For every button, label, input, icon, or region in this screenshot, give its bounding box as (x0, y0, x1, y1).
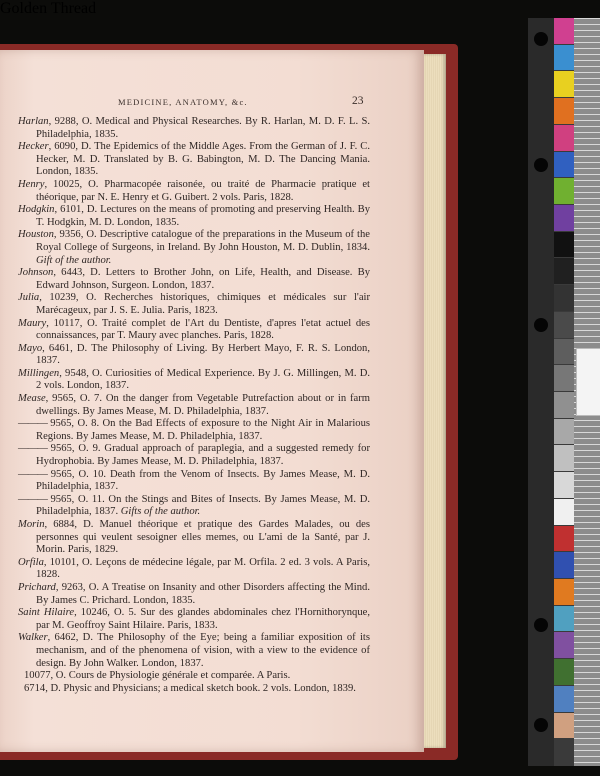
colour-swatch (554, 419, 574, 445)
ruler-hole (534, 32, 548, 46)
page-number: 23 (352, 95, 364, 107)
catalogue-entry (18, 519, 370, 557)
entry-author: ——— (18, 468, 47, 480)
ruler-hole (534, 618, 548, 632)
colour-checker-ruler (528, 18, 600, 766)
catalogue-entry (18, 494, 370, 519)
entry-text: , 9356, O. Descriptive catalogue of the preparations in the Museum of the Royal College of Surgeons, in Ireland. By John Houston, M. D. Dublin, 1834. (36, 229, 370, 253)
colour-swatch (554, 312, 574, 338)
entry-author: Millingen (18, 367, 60, 379)
entry-author: Hodgkin (18, 204, 55, 216)
colour-swatch (554, 205, 574, 231)
colour-swatch (554, 472, 574, 498)
colour-swatch (554, 365, 574, 391)
ruler-holes (528, 18, 554, 766)
running-head-title: MEDICINE, ANATOMY, &c. (118, 97, 248, 107)
entry-text: 9565, O. 9. Gradual approach of paraplegia, and a suggested remedy for Hydrophobia. By James Mease, M. D. Philadelphia, 1837. (36, 443, 370, 468)
entry-author: ——— (18, 418, 47, 430)
colour-swatch (554, 258, 574, 284)
colour-swatch (554, 392, 574, 418)
running-head (0, 97, 400, 111)
ruler-hole (534, 158, 548, 172)
entry-text: , 6461, D. The Philosophy of Living. By Herbert Mayo, F. R. S. London, 1837. (36, 342, 370, 367)
entry-author: Mease (18, 393, 46, 405)
entry-text: , 9565, O. 7. On the danger from Vegetable Putrefaction about or in farm dwellings. By James Mease, M. D. Philadelphia, 1837. (36, 393, 370, 417)
entry-text: , 10239, O. Recherches historiques, chimiques et médicales sur l'air Marécageux, par J. S. E. Julia. Paris, 1823. (36, 292, 370, 316)
colour-swatch (554, 18, 574, 44)
ruler-hole (534, 718, 548, 732)
catalogue-entry (18, 632, 370, 670)
entry-gift-note: Gift of the author. (36, 254, 112, 266)
entry-text: , 10117, O. Traité complet de l'Art du Dentiste, d'apres l'etat actuel des connaissances, par T. Maury avec planches. Paris, 1828. (36, 317, 370, 342)
colour-swatch (554, 178, 574, 204)
entry-text: , 6462, D. The Philosophy of the Eye; being a familiar exposition of its mechanism, and of the phenomena of vision, with a view to the evidence of design. By John Walker. London, 1837. (36, 632, 370, 669)
colour-swatch (554, 339, 574, 365)
catalogue-entry (18, 292, 370, 317)
entry-author: ——— (18, 493, 47, 505)
ruler-brand-label: Golden Thread (0, 0, 97, 17)
catalogue-entry (18, 229, 370, 267)
entry-author: ——— (18, 443, 47, 455)
catalogue-entry (18, 418, 370, 443)
entry-author: Houston (18, 229, 54, 241)
entry-author: Mayo (18, 342, 43, 354)
entry-author: Johnson (18, 267, 54, 279)
catalogue-entry (18, 683, 370, 696)
colour-swatch (554, 125, 574, 151)
colour-swatch (554, 659, 574, 685)
catalogue-entry (18, 179, 370, 204)
entry-text: , 9288, O. Medical and Physical Researches. By R. Harlan, M. D. F. L. S. Philadelphia, 1835. (36, 116, 370, 140)
entry-text: , 10025, O. Pharmacopée raisonée, ou traité de Pharmacie pratique et théorique, par N. E. Henry et G. Guibert. 2 vols. Paris, 1828. (36, 178, 370, 203)
colour-swatch (554, 606, 574, 632)
catalogue-entry (18, 204, 370, 229)
catalogue-entry (18, 393, 370, 418)
entry-text: , 6090, D. The Epidemics of the Middle Ages. From the German of J. F. C. Hecker, M. D. Translated by B. G. Babington, M. D. The Dancing Mania. London, 1835. (36, 141, 370, 178)
page-edges (424, 54, 446, 748)
colour-swatch (554, 285, 574, 311)
entry-gift-note: Gifts of the author. (120, 506, 201, 518)
catalogue-entries (18, 116, 370, 695)
entry-author: Walker (18, 632, 48, 644)
catalogue-entry (18, 670, 370, 683)
entry-text: , 6443, D. Letters to Brother John, on Life, Health, and Disease. By Edward Johnson, Surgeon. London, 1837. (36, 267, 370, 291)
entry-author: Maury (18, 317, 47, 329)
colour-swatch (554, 739, 574, 765)
colour-swatch (554, 526, 574, 552)
catalogue-entry (18, 141, 370, 179)
entry-text: 9565, O. 10. Death from the Venom of Insects. By James Mease, M. D. Philadelphia, 1837. (36, 468, 370, 493)
colour-swatch (554, 71, 574, 97)
catalogue-entry (18, 469, 370, 494)
entry-text: 6714, D. Physic and Physicians; a medical sketch book. 2 vols. London, 1839. (24, 682, 356, 694)
colour-swatch (554, 152, 574, 178)
entry-author: Hecker (18, 141, 49, 153)
entry-author: Prichard (18, 581, 56, 593)
colour-swatch (554, 686, 574, 712)
entry-text: , 9263, O. A Treatise on Insanity and other Disorders affecting the Mind. By James C. Prichard. London, 1835. (36, 581, 370, 606)
colour-swatch (554, 713, 574, 739)
colour-swatch (554, 579, 574, 605)
catalogue-entry (18, 557, 370, 582)
colour-swatch (554, 632, 574, 658)
entry-text: , 9548, O. Curiosities of Medical Experience. By J. G. Millingen, M. D. 2 vols. London, 1837. (36, 367, 370, 392)
colour-swatch (554, 232, 574, 258)
entry-author: Harlan (18, 116, 49, 127)
entry-author: Saint Hilaire (18, 607, 75, 619)
colour-swatches (554, 18, 574, 766)
entry-text: 9565, O. 8. On the Bad Effects of exposure to the Night Air in Malarious Regions. By James Mease, M. D. Philadelphia, 1837. (36, 418, 370, 442)
entry-author: Henry (18, 178, 45, 190)
catalogue-entry (18, 116, 370, 141)
colour-swatch (554, 499, 574, 525)
colour-swatch (554, 45, 574, 71)
colour-swatch (554, 445, 574, 471)
catalogue-entry (18, 607, 370, 632)
colour-swatch (554, 552, 574, 578)
entry-author: Orfila (18, 556, 44, 568)
catalogue-entry (18, 368, 370, 393)
ruler-hole (534, 318, 548, 332)
entry-text: , 10101, O. Leçons de médecine légale, par M. Orfila. 2 ed. 3 vols. A Paris, 1828. (36, 556, 370, 581)
entry-text: 10077, O. Cours de Physiologie générale et comparée. A Paris. (24, 670, 291, 682)
entry-text: , 6884, D. Manuel théorique et pratique des Gardes Malades, ou des personnes qui veulent sesoigner elles memes, ou L'ami de la Santé, par J. Morin. Paris, 1829. (36, 519, 370, 556)
catalogue-entry (18, 582, 370, 607)
entry-text: 9565, O. 11. On the Stings and Bites of Insects. By James Mease, M. D. Philadelphia, 1837. (36, 493, 370, 518)
entry-text: , 6101, D. Lectures on the means of promoting and preserving Health. By T. Hodgkin, M. D. London, 1835. (36, 204, 370, 228)
catalogue-entry (18, 267, 370, 292)
colour-swatch (554, 98, 574, 124)
catalogue-entry (18, 318, 370, 343)
entry-text: , 10246, O. 5. Sur des glandes abdominales chez l'Hornithorynque, par M. Geoffroy Saint Hilaire. Paris, 1833. (36, 607, 370, 631)
entry-author: Julia (18, 292, 40, 304)
catalogue-entry (18, 443, 370, 468)
ruler-white-target (576, 348, 600, 416)
catalogue-entry (18, 343, 370, 368)
entry-author: Morin (18, 519, 45, 530)
